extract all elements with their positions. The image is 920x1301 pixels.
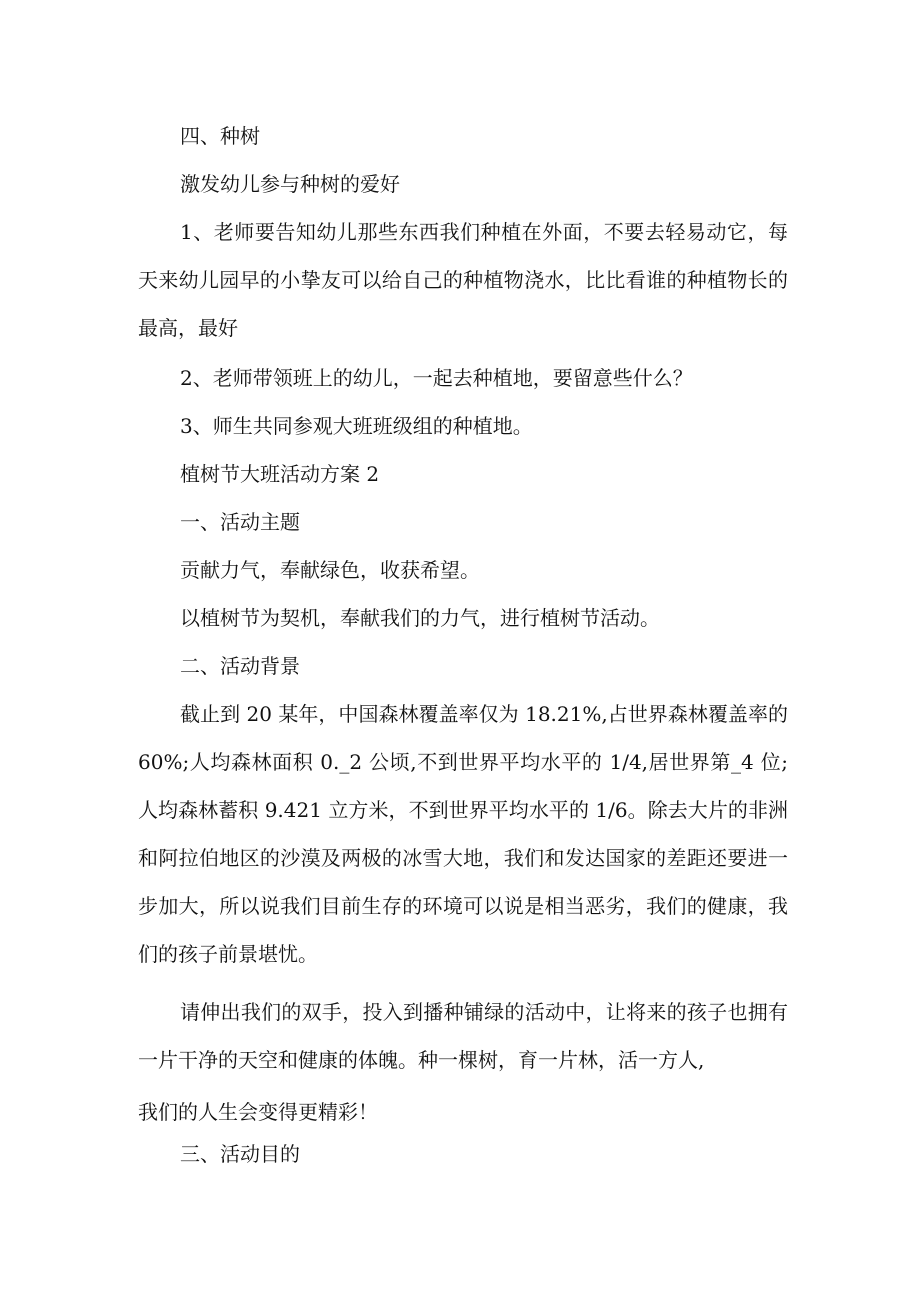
theme-text-2: 以植树节为契机，奉献我们的力气，进行植树节活动。: [180, 606, 660, 630]
plan-title: 植树节大班活动方案 2: [180, 462, 380, 486]
theme-text-1: 贡献力气，奉献绿色，收获希望。: [180, 558, 480, 582]
section-heading-background: 二、活动背景: [180, 654, 300, 678]
section-subtitle: 激发幼儿参与种树的爱好: [180, 172, 400, 196]
section-heading-purpose: 三、活动目的: [180, 1142, 300, 1166]
section-heading-planting: 四、种树: [180, 124, 260, 148]
section-heading-theme: 一、活动主题: [180, 510, 300, 534]
step-item-2: 2、老师带领班上的幼儿，一起去种植地，要留意些什么？: [180, 366, 693, 390]
background-paragraph: 截止到 20 某年，中国森林覆盖率仅为 18.21%,占世界森林覆盖率的 60%;人均森林面积 0._2 公顷,不到世界平均水平的 1/4,居世界第_4 位;人均森林蓄积 9.421 立方米，不到世界平均水平的 1/6。除去大片的非洲和阿拉伯地区的沙漠及两极的冰雪大地，我们和发达国家的差距还要进一步加大，所以说我们目前生存的环境可以说是相当恶劣，我们的健康，我们的孩子前景堪忧。: [138, 702, 788, 966]
appeal-paragraph: 请伸出我们的双手，投入到播种铺绿的活动中，让将来的孩子也拥有一片干净的天空和健康的体魄。种一棵树，育一片林，活一方人,: [138, 1000, 788, 1072]
appeal-ending: 我们的人生会变得更精彩！: [138, 1100, 378, 1124]
step-item-3: 3、师生共同参观大班班级组的种植地。: [180, 414, 533, 438]
step-item-1: 1、老师要告知幼儿那些东西我们种植在外面，不要去轻易动它，每天来幼儿园早的小挚友可以给自己的种植物浇水，比比看谁的种植物长的最高，最好: [138, 220, 788, 340]
